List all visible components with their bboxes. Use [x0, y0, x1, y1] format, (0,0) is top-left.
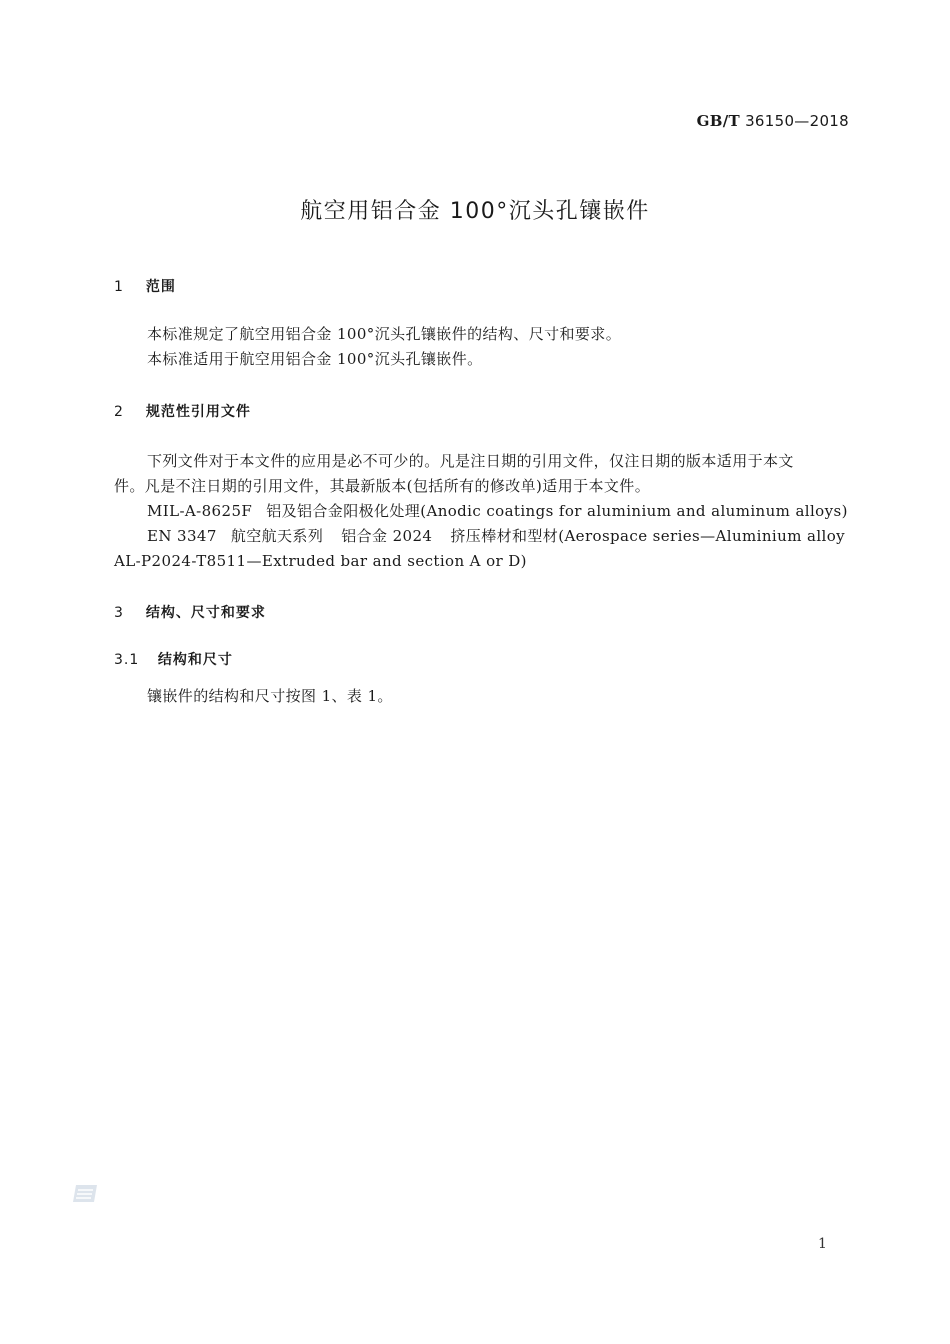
- sac-logo-icon: [72, 1183, 98, 1204]
- reference-title-part: 挤压棒材和型材(Aerospace series—Aluminium alloy: [450, 527, 846, 545]
- section-2-heading: [114, 401, 251, 421]
- reference-title: 铝及铝合金阳极化处理(Anodic coatings for aluminium and aluminum alloys): [266, 502, 848, 520]
- section-1-heading: [114, 276, 176, 296]
- reference-code: EN 3347: [147, 527, 217, 545]
- section-number: 3: [114, 605, 124, 621]
- standard-number: 36150—2018: [745, 112, 849, 130]
- section-3-heading: [114, 602, 266, 622]
- reference-code: MIL-A-8625F: [147, 502, 253, 520]
- standard-identifier: [697, 112, 849, 130]
- intro-line: 件。凡是不注日期的引用文件，其最新版本(包括所有的修改单)适用于本文件。: [114, 477, 651, 495]
- section-number: 2: [114, 404, 124, 420]
- paragraph: 本标准适用于航空用铝合金 100°沉头孔镶嵌件。: [147, 350, 483, 368]
- section-number: 1: [114, 279, 124, 295]
- section-title: 结构、尺寸和要求: [145, 605, 266, 621]
- reference-title-part: 航空航天系列: [230, 527, 324, 545]
- paragraph: 镶嵌件的结构和尺寸按图 1、表 1。: [147, 687, 393, 705]
- reference-item: [114, 524, 850, 549]
- section-title: 规范性引用文件: [145, 404, 251, 420]
- reference-item: [114, 499, 850, 524]
- section-3-1-heading: [114, 649, 233, 669]
- intro-line: 下列文件对于本文件的应用是必不可少的。凡是注日期的引用文件，仅注日期的版本适用于本文: [147, 452, 794, 470]
- section-2-body: [114, 449, 850, 574]
- section-3-1-body: [114, 684, 850, 709]
- standard-prefix: GB/T: [696, 112, 741, 130]
- section-number: 3.1: [114, 652, 140, 668]
- page-number: 1: [818, 1236, 827, 1252]
- section-1-body: [114, 322, 850, 372]
- section-title: 结构和尺寸: [157, 652, 233, 668]
- section-title: 范围: [145, 279, 176, 295]
- reference-continuation: AL-P2024-T8511—Extruded bar and section A or D): [114, 552, 527, 570]
- paragraph: 本标准规定了航空用铝合金 100°沉头孔镶嵌件的结构、尺寸和要求。: [147, 325, 622, 343]
- document-title: 航空用铝合金 100°沉头孔镶嵌件: [300, 199, 650, 224]
- reference-title-part: 铝合金 2024: [341, 527, 433, 545]
